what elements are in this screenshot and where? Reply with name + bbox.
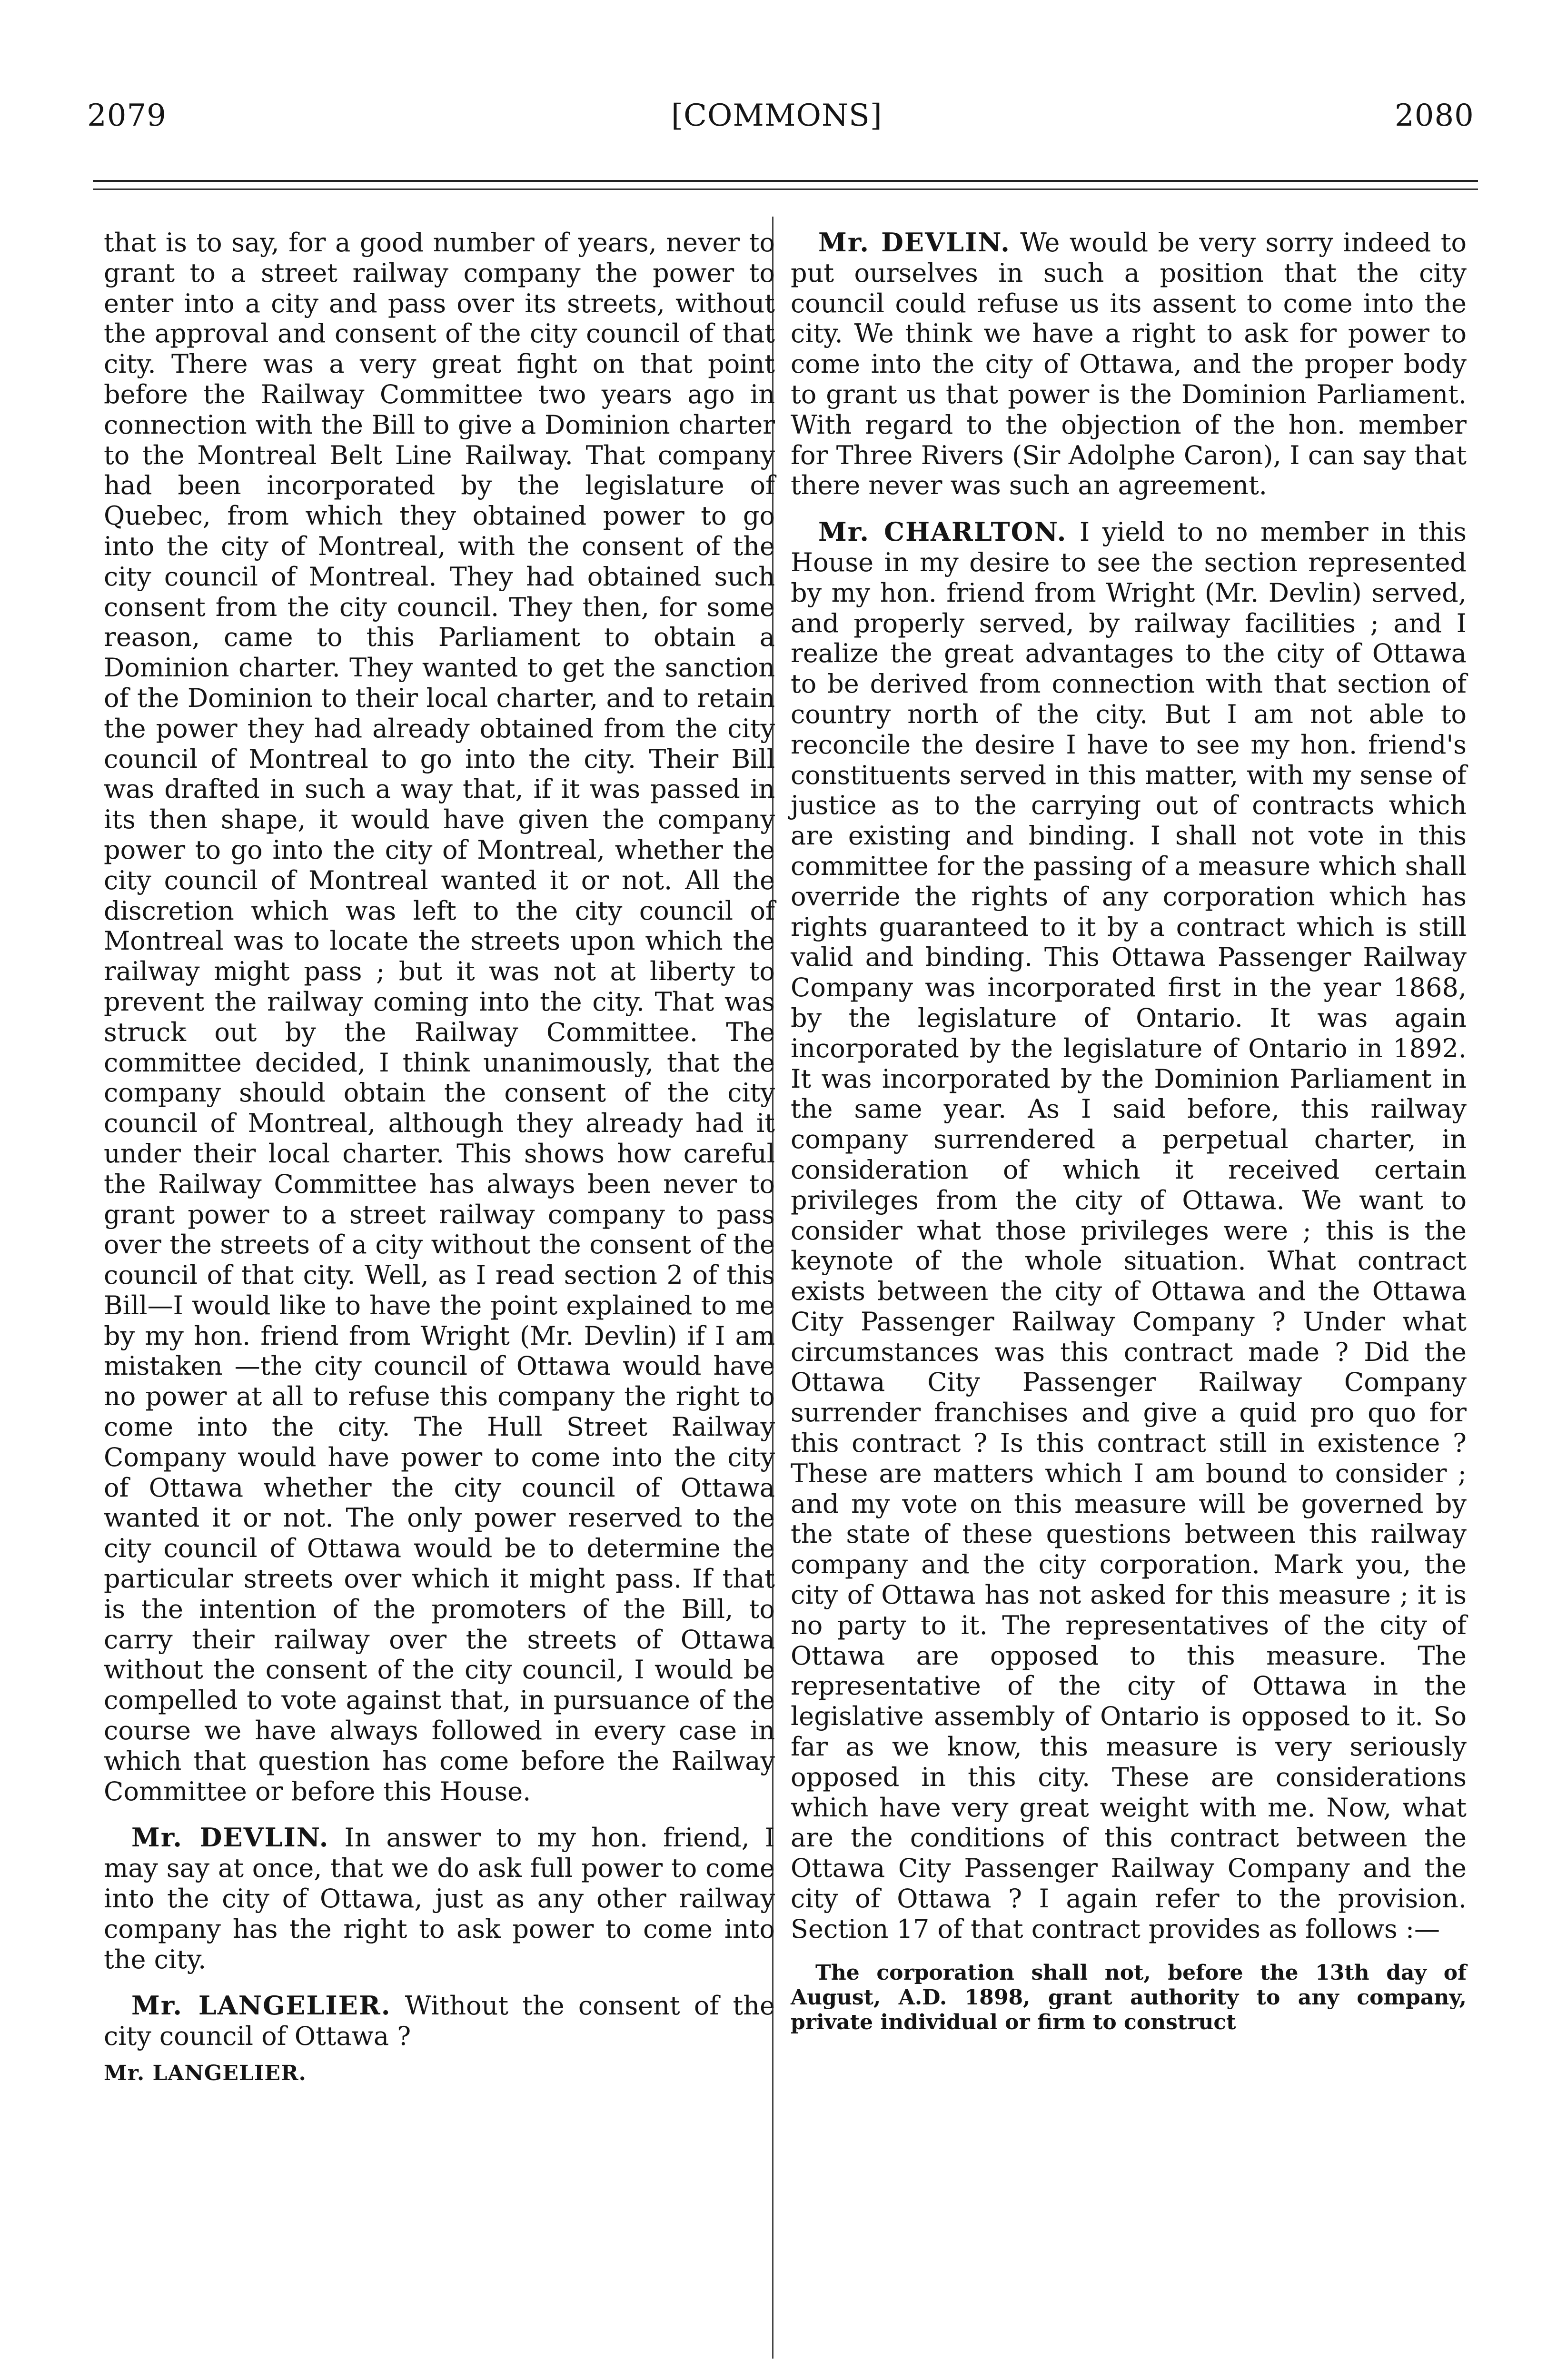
header-rule-top xyxy=(93,180,1478,182)
paragraph: that is to say, for a good number of years, never to grant to a street railway company the power to enter into a city and pass over its streets, without the approval and consent of the city council of that city. There was a very great fight on that point before the Railway Committee two years ago in connection with the Bill to give a Dominion charter to the Montreal Belt Line Railway. That company had been incorporated by the legislature of Quebec, from which they obtained power to go into the city of Montreal, with the consent of the city council of Montreal. They had obtained such consent from the city council. They then, for some reason, came to this Parliament to obtain a Dominion charter. They wanted to get the sanction of the Dominion to their local charter, and to retain the power they had already obtained from the city council of Montreal to go into the city. Their Bill was drafted in such a way that, if it was passed in its then shape, it would have given the company power to go into the city of Montreal, whether the city council of Montreal wanted it or not. All the discretion which was left to the city council of Montreal was to locate the streets upon which the railway might pass ; but it was not at liberty to prevent the railway coming into the city. That was struck out by the Railway Committee. The committee decided, I think unanimously, that the company should obtain the consent of the city council of Montreal, although they already had it under their local charter. This shows how careful the Railway Committee has always been never to grant power to a street railway company to pass over the streets of a city without the consent of the council of that city. Well, as I read section 2 of this Bill—I would like to have the point explained to me by my hon. friend from Wright (Mr. Devlin) if I am mistaken —the city council of Ottawa would have no power at all to refuse this company the right to come into the city. The Hull Street Railway Company would have power to come into the city of Ottawa whether the city council of Ottawa wanted it or not. The only power reserved to the city council of Ottawa would be to determine the particular streets over which it might pass. If that is the intention of the promoters of the Bill, to carry their railway over the streets of Ottawa without the consent of the city council, I would be compelled to vote against that, in pursuance of the course we have always followed in every case in which that question has come before the Railway Committee or before this House. xyxy=(104,228,775,1806)
speech xyxy=(791,228,1467,501)
speaker-name: Mr. CHARLTON. xyxy=(818,516,1067,547)
header-rule-bottom xyxy=(93,188,1478,190)
speaker-name: Mr. LANGELIER. xyxy=(131,1990,391,2021)
speaker-name: Mr. DEVLIN. xyxy=(818,227,1011,258)
running-header: [COMMONS] xyxy=(671,98,883,133)
speech xyxy=(791,517,1467,1944)
quoted-provision: The corporation shall not, before the 13th day of August, A.D. 1898, grant authority to any company, private individual or firm to construct xyxy=(791,1960,1467,2034)
speaker-name: Mr. DEVLIN. xyxy=(131,1822,329,1853)
catchword: Mr. LANGELIER. xyxy=(104,2061,307,2086)
right-column xyxy=(791,228,1467,2051)
speech-text: I yield to no member in this House in my desire to see the section represented by my hon. friend from Wright (Mr. Devlin) served, and properly served, by railway facilities ; and I realize the great advantages to the city of Ottawa to be derived from connection with that section of country north of the city. But I am not able to reconcile the desire I have to see my hon. friend's constituents served in this matter, with my sense of justice as to the carrying out of contracts which are existing and binding. I shall not vote in this committee for the passing of a measure which shall override the rights of any corporation which has rights guaranteed to it by a contract which is still valid and binding. This Ottawa Passenger Railway Company was incorporated first in the year 1868, by the legislature of Ontario. It was again incorporated by the legislature of Ontario in 1892. It was incorporated by the Dominion Parliament in the same year. As I said before, this railway company surrendered a perpetual charter, in consideration of which it received certain privileges from the city of Ottawa. We want to consider what those privileges were ; this is the keynote of the whole situation. What contract exists between the city of Ottawa and the Ottawa City Passenger Railway Company ? Under what circumstances was this contract made ? Did the Ottawa City Passenger Railway Company surrender franchises and give a quid pro quo for this contract ? Is this contract still in existence ? These are matters which I am bound to consider ; and my vote on this measure will be governed by the state of these questions between this railway company and the city corporation. Mark you, the city of Ottawa has not asked for this measure ; it is no party to it. The representatives of the city of Ottawa are opposed to this measure. The representative of the city of Ottawa in the legislative assembly of Ontario is opposed to it. So far as we know, this measure is very seriously opposed in this city. These are considerations which have very great weight with me. Now, what are the conditions of this contract between the Ottawa City Passenger Railway Company and the city of Ottawa ? I again refer to the provision. Section 17 of that contract provides as follows :— xyxy=(791,517,1467,1944)
speech-text: We would be very sorry indeed to put ourselves in such a position that the city council could refuse us its assent to come into the city. We think we have a right to ask for power to come into the city of Ottawa, and the proper body to grant us that power is the Dominion Parliament. With regard to the objection of the hon. member for Three Rivers (Sir Adolphe Caron), I can say that there never was such an agreement. xyxy=(791,228,1467,501)
left-column xyxy=(104,228,775,2105)
speech xyxy=(104,1991,775,2052)
speech xyxy=(104,1823,775,1974)
speech-text: In answer to my hon. friend, I may say at once, that we do ask full power to come into the city of Ottawa, just as any other railway company has the right to ask power to come into the city. xyxy=(104,1823,775,1974)
speech-text: Without the consent of the city council of Ottawa ? xyxy=(104,1991,775,2052)
page-number-right: 2080 xyxy=(1395,98,1474,133)
page-number-left: 2079 xyxy=(87,98,167,133)
